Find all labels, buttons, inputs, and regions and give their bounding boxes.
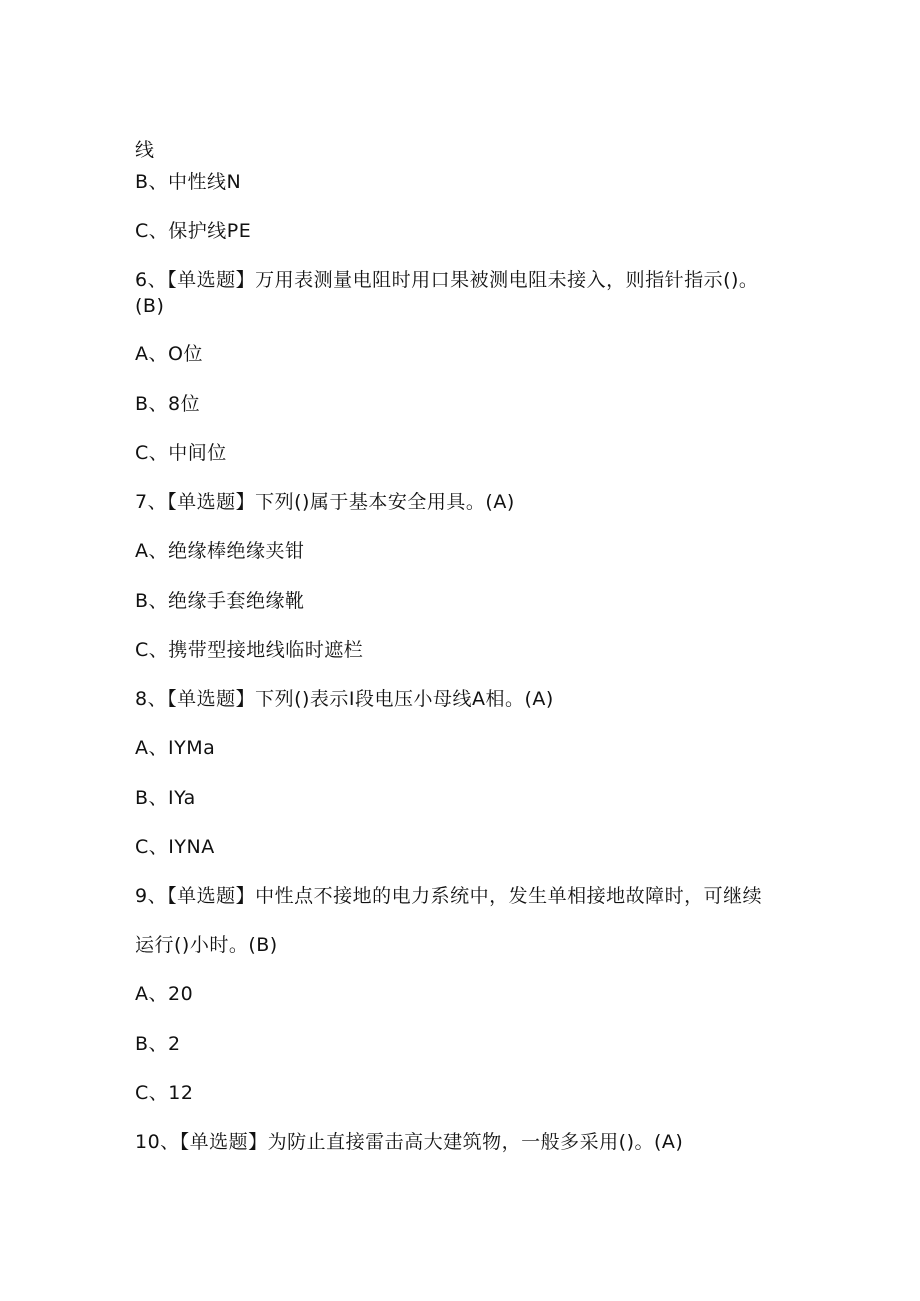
text-line-continuation: 线	[135, 139, 155, 161]
q7-option-b: B、绝缘手套绝缘靴	[135, 590, 305, 612]
q6-option-b: B、8位	[135, 393, 201, 415]
q10-question: 10、【单选题】为防止直接雷击高大建筑物，一般多采用()。(A)	[135, 1131, 684, 1153]
q9-question-line2: 运行()小时。(B)	[135, 934, 278, 956]
q5-option-b: B、中性线N	[135, 171, 242, 193]
q6-answer: (B)	[135, 295, 165, 317]
q8-option-c: C、IYNA	[135, 836, 215, 858]
q9-question-line1: 9、【单选题】中性点不接地的电力系统中，发生单相接地故障时，可继续	[135, 885, 763, 907]
q8-question: 8、【单选题】下列()表示I段电压小母线A相。(A)	[135, 688, 554, 710]
q9-option-a: A、20	[135, 983, 194, 1005]
q9-option-b: B、2	[135, 1033, 181, 1055]
q6-option-a: A、O位	[135, 343, 203, 365]
q5-option-c: C、保护线PE	[135, 220, 252, 242]
q8-option-a: A、IYMa	[135, 737, 216, 759]
q6-option-c: C、中间位	[135, 442, 227, 464]
q6-question: 6、【单选题】万用表测量电阻时用口果被测电阻未接入，则指针指示()。	[135, 269, 759, 291]
q9-option-c: C、12	[135, 1082, 194, 1104]
q7-option-a: A、绝缘棒绝缘夹钳	[135, 540, 305, 562]
q8-option-b: B、IYa	[135, 787, 196, 809]
q7-question: 7、【单选题】下列()属于基本安全用具。(A)	[135, 491, 515, 513]
q7-option-c: C、携带型接地线临时遮栏	[135, 639, 364, 661]
